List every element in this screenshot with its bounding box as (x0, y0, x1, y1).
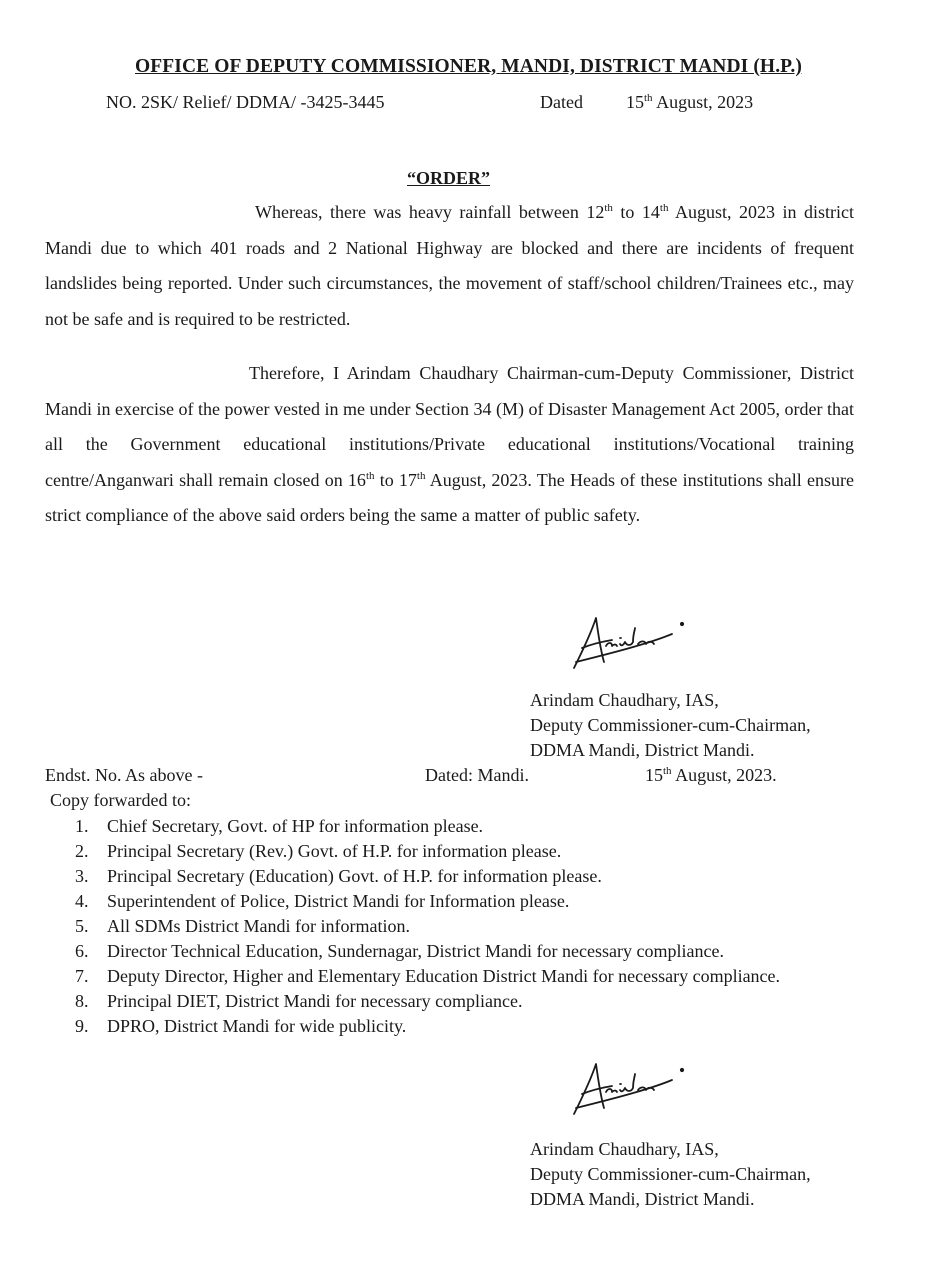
signatory-block-2 (530, 1137, 811, 1212)
signature-mark (568, 612, 688, 674)
list-item-number: 8. (75, 991, 89, 1011)
list-item-number: 7. (75, 966, 89, 986)
signature-mark (568, 1058, 688, 1120)
list-item (75, 864, 855, 889)
list-item-text: DPRO, District Mandi for wide publicity. (107, 1016, 407, 1036)
signature-2 (568, 1058, 688, 1125)
signatory-office: DDMA Mandi, District Mandi. (530, 1189, 755, 1209)
list-item-text: Principal DIET, District Mandi for necessary compliance. (107, 991, 523, 1011)
list-item-number: 2. (75, 841, 89, 861)
list-item-text: Principal Secretary (Education) Govt. of H.P. for information please. (107, 866, 602, 886)
signature-1 (568, 612, 688, 679)
distribution-list (75, 814, 855, 1039)
list-item-text: Superintendent of Police, District Mandi for Information please. (107, 891, 570, 911)
signatory-block-1 (530, 688, 811, 763)
reference-number: NO. 2SK/ Relief/ DDMA/ -3425-3445 (106, 92, 385, 112)
list-item-text: Principal Secretary (Rev.) Govt. of H.P. for information please. (107, 841, 562, 861)
list-item-text: Deputy Director, Higher and Elementary Education District Mandi for necessary compliance. (107, 966, 781, 986)
signatory-designation: Deputy Commissioner-cum-Chairman, (530, 715, 811, 735)
dated-label: Dated (540, 92, 583, 112)
endorsement-date: 15th August, 2023. (645, 765, 777, 785)
list-item (75, 964, 855, 989)
signatory-name: Arindam Chaudhary, IAS, (530, 1139, 719, 1159)
list-item (75, 889, 855, 914)
list-item-number: 3. (75, 866, 89, 886)
endorsement-dated: Dated: Mandi. (425, 765, 529, 785)
list-item (75, 839, 855, 864)
list-item-text: Director Technical Education, Sundernagar, District Mandi for necessary compliance. (107, 941, 724, 961)
endorsement-number: Endst. No. As above - (45, 765, 203, 785)
list-item-number: 1. (75, 816, 89, 836)
signatory-designation: Deputy Commissioner-cum-Chairman, (530, 1164, 811, 1184)
order-paragraph-2: Therefore, I Arindam Chaudhary Chairman-cum-Deputy Commissioner, District Mandi in exercise of the power vested in me under Section 34 (M) of Disaster Management Act 2005, order that all the Government educational institutions/Private educational institutions/Vocational training centre/Anganwari shall remain closed on 16th to 17th August, 2023. The Heads of these institutions shall ensure strict compliance of the above said orders being the same a matter of public safety. (45, 363, 854, 525)
list-item (75, 814, 855, 839)
list-item-number: 5. (75, 916, 89, 936)
signatory-name: Arindam Chaudhary, IAS, (530, 690, 719, 710)
order-title: “ORDER” (406, 168, 490, 188)
signatory-office: DDMA Mandi, District Mandi. (530, 740, 755, 760)
header-date: 15th August, 2023 (626, 92, 754, 112)
list-item-text: All SDMs District Mandi for information. (107, 916, 410, 936)
office-heading: OFFICE OF DEPUTY COMMISSIONER, MANDI, DISTRICT MANDI (H.P.) (135, 56, 802, 77)
list-item-text: Chief Secretary, Govt. of HP for information please. (107, 816, 484, 836)
order-paragraph-1: Whereas, there was heavy rainfall between 12th to 14th August, 2023 in district Mandi due to which 401 roads and 2 National Highway are blocked and there are incidents of frequent landslides being reported. Under such circumstances, the movement of staff/school children/Trainees etc., may not be safe and is required to be restricted. (45, 202, 854, 329)
list-item (75, 1014, 855, 1039)
list-item (75, 989, 855, 1014)
list-item-number: 6. (75, 941, 89, 961)
copy-forwarded-label: Copy forwarded to: (50, 790, 191, 810)
list-item (75, 914, 855, 939)
list-item-number: 4. (75, 891, 89, 911)
list-item-number: 9. (75, 1016, 89, 1036)
list-item (75, 939, 855, 964)
